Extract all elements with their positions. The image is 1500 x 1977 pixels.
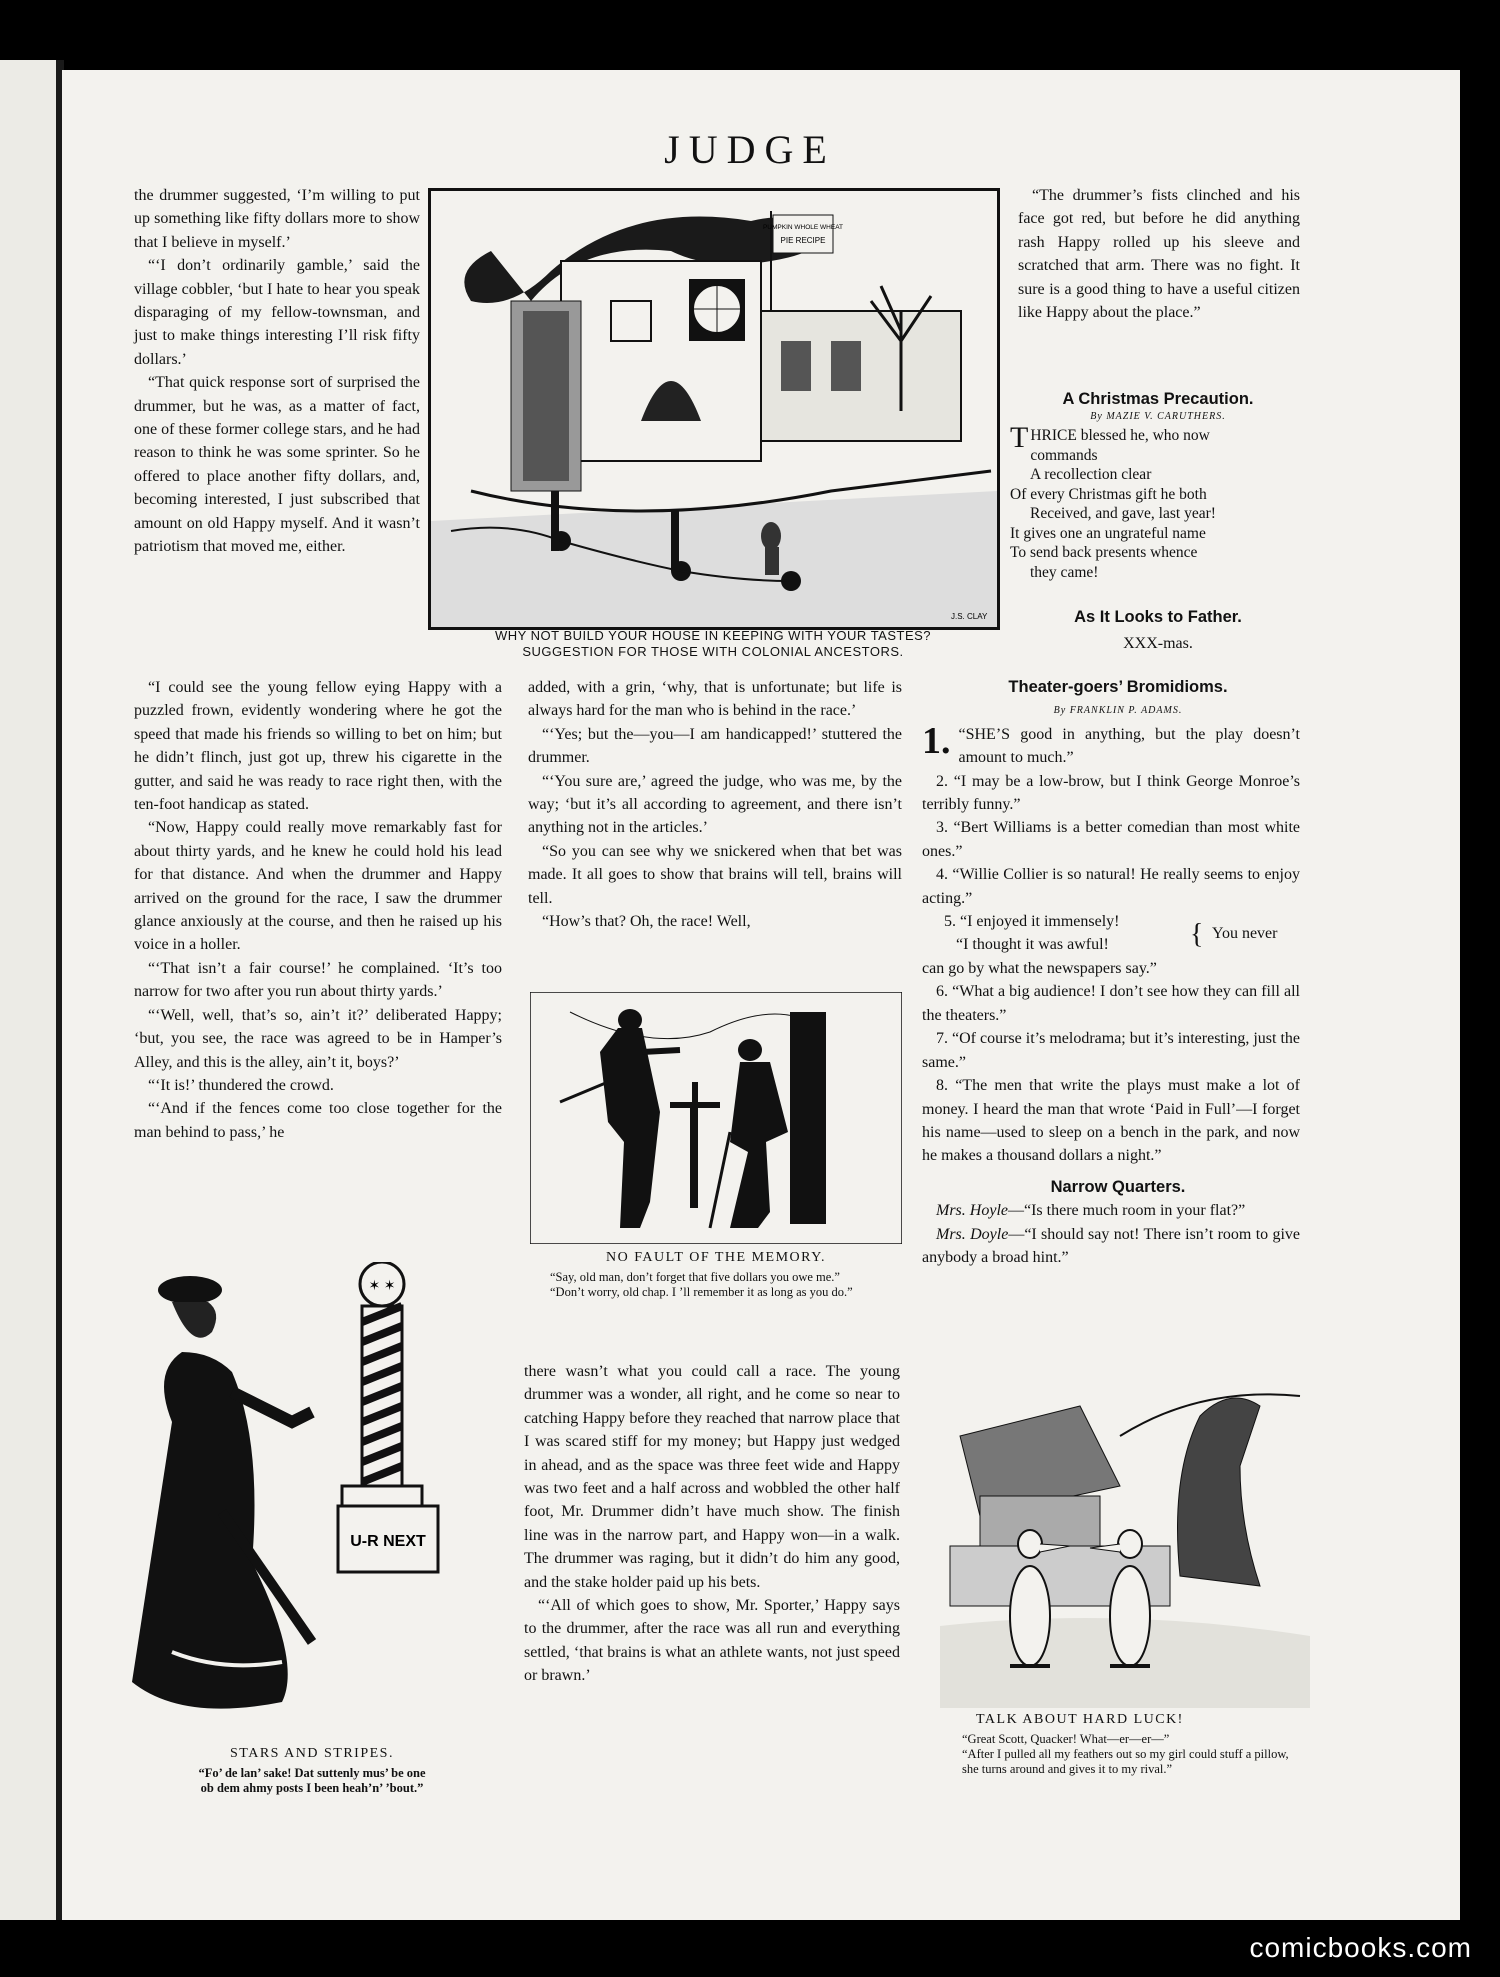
bromidiom-item [922,719,1300,770]
bromidiom-item-5 [922,910,1300,957]
poem-line: they came! [1030,563,1099,581]
paragraph: “‘You sure are,’ agreed the judge, who was me, by the way; ‘but it’s all according to agreement, and there isn’t anything not in the articles.’ [528,772,902,837]
bromidiom-item: 7. “Of course it’s melodrama; but it’s interesting, just the same.” [922,1030,1300,1071]
paragraph: added, with a grin, ‘why, that is unfortunate; but life is always hard for the man who is behind in the race.’ [528,679,902,720]
watermark: comicbooks.com [1249,1932,1472,1963]
narrow-title: Narrow Quarters. [1050,1177,1186,1196]
paragraph: “Now, Happy could really move remarkably fast for about thirty yards, and he knew he could hold his lead for that distance. And when the drummer and Happy arrived on the ground for the race, I saw the drummer glance anxiously at the course, and then he raised up his voice in a holler. [134,819,502,954]
house-drawing [431,191,997,627]
brace: { [1190,919,1204,951]
poem-line: Received, and gave, last year! [1030,505,1216,522]
narrow-line-1 [922,1199,1300,1222]
bromidiom-item: 3. “Bert Williams is a better comedian than most white ones.” [922,819,1300,860]
paragraph: “So you can see why we snickered when that bet was made. It all goes to show that brains will tell, brains will tell. [528,842,902,907]
poem-byline: By MAZIE V. CARUTHERS. [1090,411,1226,422]
paragraph: “‘Yes; but the—you—I am handicapped!’ stuttered the drummer. [528,725,902,767]
hard-luck-illustration [940,1376,1310,1708]
star-icon: ✶ ✶ [368,1279,396,1294]
bromidiom-item: 2. “I may be a low-brow, but I think George Monroe’s terribly funny.” [922,772,1300,814]
poem-line: commands [1030,446,1098,464]
stars-stripes-illustration [112,1262,512,1742]
memory-illustration [530,992,902,1244]
bromidiom-item: 8. “The men that write the plays must make a lot of money. I heard the man that wrote ‘Paid in Full’—I forget his name—used to sleep on a bench in the park, and now he makes a thousand dollars a night.” [922,1077,1300,1165]
paragraph: “The drummer’s fists clinched and his face got red, but before he did anything rash Happy rolled up his sleeve and scratched that arm. There was no fight. It sure is a good thing to have a useful citizen like Happy about the place.” [1018,187,1300,322]
father-text: XXX-mas. [1123,635,1193,652]
house-caption-line-1: WHY NOT BUILD YOUR HOUSE IN KEEPING WITH YOUR TASTES? [494,628,932,643]
poem-first-line [1010,421,1306,454]
stars-title: STARS AND STRIPES. [230,1746,394,1761]
paragraph: there wasn’t what you could call a race. The young drummer was a wonder, all right, and he come so near to catching Happy before they reached that narrow place that I was scared stiff for my money; but Happy just wedged in ahead, and as the space was three feet wide and Happy was two feet and a half across and wobbled the other half foot, Mr. Drummer didn’t have much show. The finish line was in the narrow part, and Happy won—in a walk. The drummer was raging, but it didn’t do him any good, and the stake holder paid up his bets. [524,1363,900,1591]
column-1-top [134,184,420,559]
paragraph: “‘It is!’ thundered the crowd. [148,1076,334,1094]
memory-line-2: “Don’t worry, old chap. I ’ll remember it as long as you do.” [550,1285,853,1299]
hard-luck-line-2: “After I pulled all my feathers out so my girl could stuff a pillow, she turns around and gives it to my rival.” [962,1747,1289,1776]
lady-barber-pole-drawing [112,1262,512,1742]
masthead: JUDGE [664,127,836,172]
memory-line-1: “Say, old man, don’t forget that five dollars you owe me.” [550,1270,840,1284]
narrow-line-2 [922,1223,1300,1270]
bromidiom-5b: “I thought it was awful! [956,936,1109,954]
memory-silhouette [530,992,902,1244]
bromidiom-text: “SHE’S good in anything, but the play doesn’t amount to much.” [958,725,1300,767]
poem-line: Of every Christmas gift he both [1010,485,1207,503]
hard-luck-dialogue [962,1732,1292,1777]
narrow-text-2: —“I should say not! There isn’t room to give anybody a broad hint.” [922,1225,1301,1266]
hard-luck-line-1: “Great Scott, Quacker! What—er—er—” [962,1732,1170,1746]
paragraph: “How’s that? Oh, the race! Well, [542,913,751,931]
speaker-1: Mrs. Hoyle [936,1202,1008,1220]
stars-dialogue [112,1766,512,1796]
paragraph: “‘All of which goes to show, Mr. Sporter,’ Happy says to the drummer, after the race was all run and everything settled, ‘that brains is what an athlete wants, not just speed or brawn.’ [524,1597,900,1685]
artist-signature: J.S. CLAY [951,612,988,621]
house-illustration [428,188,1000,630]
paragraph: the drummer suggested, ‘I’m willing to put up something like fifty dollars more to show that I believe in myself.’ [134,187,420,251]
poem-line: To send back presents whence [1010,544,1198,561]
column-3-top [1018,184,1300,324]
stars-line-1: “Fo’ de lan’ sake! Dat suttenly mus’ be one [198,1766,426,1780]
paragraph: “I could see the young fellow eying Happy with a puzzled frown, evidently wondering where he got the speed that made his friends so willing to bet on him; but he didn’t flinch, just got up, threw his cigarette in the gutter, and said he was ready to race right then, with the ten-foot handicap as stated. [134,679,502,814]
flag-text-2: PIE RECIPE [780,236,826,245]
paragraph: “‘Well, well, that’s so, ain’t it?’ deliberated Happy; ‘but, you see, the race was agreed to be in Hamper’s Alley, and this is the alley, ain’t it, boys?’ [134,1006,502,1071]
column-1-bottom [134,676,502,1144]
poem-title: A Christmas Precaution. [1062,390,1254,408]
poem-line: It gives one an ungrateful name [1010,524,1206,542]
drop-cap: T [1010,421,1029,454]
ducks-drawing [940,1376,1310,1708]
column-2-bottom [524,1360,900,1688]
bromidiom-item: 6. “What a big audience! I don’t see how they can fill all the theaters.” [922,983,1300,1024]
barber-sign: U-R NEXT [350,1533,426,1550]
memory-dialogue [540,1270,892,1300]
column-2-top [528,676,902,933]
bromidioms-byline: By FRANKLIN P. ADAMS. [1053,705,1183,717]
poem-line: HRICE blessed he, who now [1030,427,1210,444]
poem-line: A recollection clear [1030,466,1152,483]
paragraph: “‘And if the fences come too close together for the man behind to pass,’ he [134,1100,502,1141]
paragraph: “‘That isn’t a fair course!’ he complained. ‘It’s too narrow for two after you run about thirty yards.’ [134,959,502,1001]
bromidiom-item: 4. “Willie Collier is so natural! He really seems to enjoy acting.” [922,866,1300,907]
father-title: As It Looks to Father. [1074,608,1242,626]
bromidiom-5c: can go by what the newspapers say.” [922,960,1157,978]
christmas-poem [1010,390,1306,582]
bromidiom-5-side: You never [1212,925,1278,943]
paragraph: “That quick response sort of surprised the drummer, but he was, as a matter of fact, one of these former college stars, and he had reason to think he was some sprinter. So he offered to place another fifty dollars, and, becoming interested, I just subscribed that amount on old Happy myself. And it wasn’t patriotism that moved me, either. [134,374,420,556]
father-piece [1010,608,1306,653]
flag-text-1: PUMPKIN WHOLE WHEAT [762,224,844,231]
bromidioms-title: Theater-goers’ Bromidioms. [1008,678,1228,696]
drop-numeral: 1. [922,719,951,762]
bromidiom-5a: 5. “I enjoyed it immensely! [944,913,1120,931]
paragraph: “‘I don’t ordinarily gamble,’ said the village cobbler, ‘but I hate to hear you speak disparaging of my fellow-townsman, and just to make things interesting I’ll risk fifty dollars.’ [134,257,420,368]
previous-page-edge [0,60,58,1920]
poem-body [1010,421,1306,582]
stars-line-2: ob dem ahmy posts I been heah’n’ ’bout.” [200,1781,424,1795]
speaker-2: Mrs. Doyle [936,1225,1009,1243]
hard-luck-title: TALK ABOUT HARD LUCK! [976,1712,1184,1727]
memory-title: NO FAULT OF THE MEMORY. [605,1250,827,1265]
narrow-text-1: —“Is there much room in your flat?” [1007,1202,1246,1220]
bromidioms [922,676,1300,1269]
house-caption-line-2: SUGGESTION FOR THOSE WITH COLONIAL ANCESTORS. [522,644,904,659]
